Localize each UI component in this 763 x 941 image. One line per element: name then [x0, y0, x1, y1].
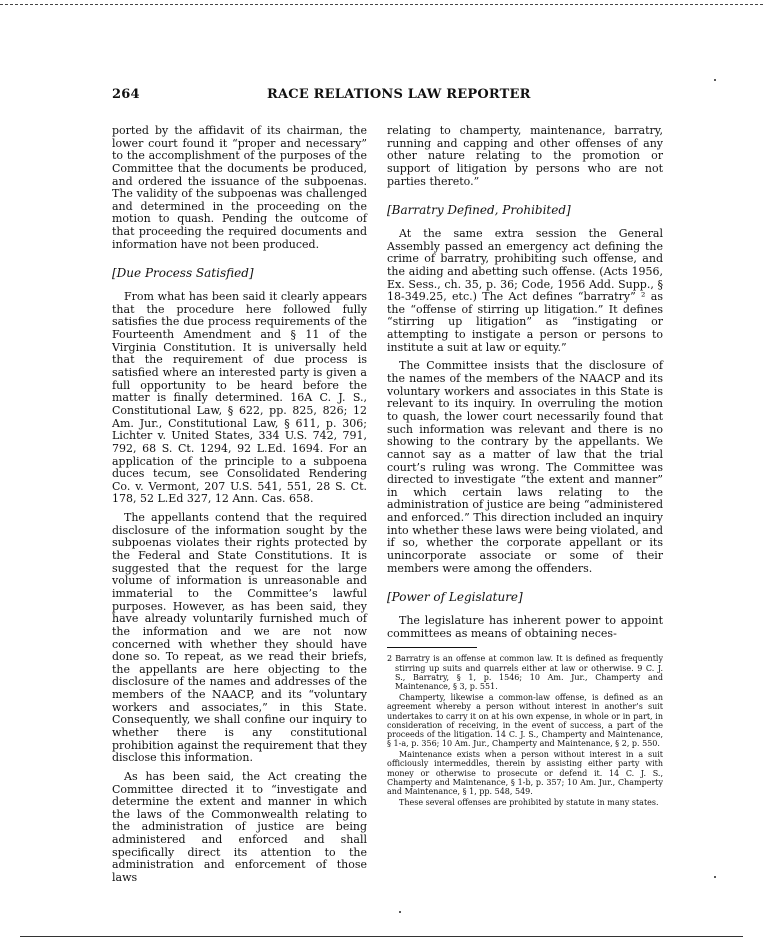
section-heading: [Power of Legislature] — [387, 590, 523, 605]
top-border-rule — [0, 4, 763, 5]
footnote: 2 Barratry is an offense at common law. It is defined as frequently stirring up suits and quarrels either at law or otherwise. 9 C. J. S., Barratry, § 1, p. 1546; 10 Am. Jur., Champerty and Maintenance, § 3, p. 551. — [387, 654, 663, 691]
footnotes — [387, 654, 663, 807]
right-column — [387, 125, 663, 809]
section-heading: [Barratry Defined, Prohibited] — [387, 203, 571, 218]
section-heading: [Due Process Satisfied] — [112, 266, 254, 281]
running-head: RACE RELATIONS LAW REPORTER — [267, 87, 531, 102]
paragraph: ported by the affidavit of its chairman, the lower court found it “proper and necessary” to the accomplishment of the purposes of the Committee that the documents be produced, and ordered the issuance of the subpoenas. The validity of the subpoenas was challenged and determined in the proceeding on the motion to quash. Pending the outcome of that proceeding the required documents and information have not been produced. — [112, 124, 367, 251]
footnote-rule — [387, 647, 477, 648]
paragraph: The appellants contend that the required disclosure of the information sought by the subpoenas violates their rights protected by the Federal and State Constitutions. It is suggested that the request for the large volume of information is unreasonable and immaterial to the Committee’s lawful purposes. However, as has been said, they have already voluntarily furnished much of the information and we are not now concerned with whether they should have done so. To repeat, as we read their briefs, the appellants are here objecting to the disclosure of the names and addresses of the members of the NAACP, and its “voluntary workers and associates,” in this State. Consequently, we shall confine our inquiry to whether there is any constitutional prohibition against the requirement that they disclose this information. — [112, 511, 367, 765]
footnote: Champerty, likewise a common-law offense, is defined as an agreement whereby a person without interest in another’s suit undertakes to carry it on at his own expense, in whole or in part, in consideration of receiving, in the event of success, a part of the proceeds of the litigation. 14 C. J. S., Champerty and Maintenance, § 1-a, p. 356; 10 Am. Jur., Champerty and Maintenance, § 2, p. 550. — [387, 693, 663, 749]
paragraph: From what has been said it clearly appears that the procedure here followed fully satisfies the due process requirements of the Fourteenth Amendment and § 11 of the Virginia Constitution. It is universally held that the requirement of due process is satisfied where an interested party is given a full opportunity to be heard before the matter is finally determined. 16A C. J. S., Constitutional Law, § 622, pp. 825, 826; 12 Am. Jur., Constitutional Law, § 611, p. 306; Lichter v. United States, 334 U.S. 742, 791, 792, 68 S. Ct. 1294, 92 L.Ed. 1694. For an application of the principle to a subpoena duces tecum, see Consolidated Rendering Co. v. Vermont, 207 U.S. 541, 551, 28 S. Ct. 178, 52 L.Ed 327, 12 Ann. Cas. 658. — [112, 290, 367, 506]
paragraph: As has been said, the Act creating the Committee directed it to “investigate and determine the extent and manner in which the laws of the Commonwealth relating to the administration of justice are being administered and enforced and shall specifically direct its attention to the administration and enforcement of those laws — [112, 769, 367, 885]
paragraph: The legislature has inherent power to appoint committees as means of obtaining neces- — [387, 614, 663, 640]
paragraph: At the same extra session the General Assembly passed an emergency act defining the crime of barratry, prohibiting such offense, and the aiding and abetting such offense. (Acts 1956, Ex. Sess., ch. 35, p. 36; Code, 1956 Add. Supp., § 18-349.25, etc.) The Act defines “barratry” ² as the “offense of stirring up litigation.” It defines “stirring up litigation” as “instigating or attempting to instigate a person or persons to institute a suit at law or equity.” — [387, 227, 663, 354]
footnote: These several offenses are prohibited by statute in many states. — [399, 798, 659, 808]
footnote: Maintenance exists when a person without interest in a suit officiously intermeddles, therein by assisting either party with money or otherwise to prosecute or defend it. 14 C. J. S., Champerty and Maintenance, § 1-b, p. 357; 10 Am. Jur., Champerty and Maintenance, § 1, pp. 548, 549. — [387, 750, 663, 796]
bottom-border-rule — [20, 936, 743, 937]
scan-speck-mark — [399, 911, 401, 913]
scan-speck-mark — [714, 79, 716, 81]
page-header — [112, 87, 712, 105]
scan-speck-mark — [714, 876, 716, 878]
paragraph: relating to champerty, maintenance, barratry, running and capping and other offenses of any other nature relating to the promotion or support of litigation by persons who are not parties thereto.” — [387, 124, 663, 188]
page-number: 264 — [112, 87, 140, 102]
left-column — [112, 125, 367, 891]
paragraph: The Committee insists that the disclosure of the names of the members of the NAACP and its voluntary workers and associates in this State is relevant to its inquiry. In overruling the motion to quash, the lower court necessarily found that such information was relevant and there is no showing to the contrary by the appellants. We cannot say as a matter of law that the trial court’s ruling was wrong. The Committee was directed to investigate “the extent and manner” in which certain laws relating to the administration of justice are being “administered and enforced.” This direction included an inquiry into whether these laws were being violated, and if so, whether the corporate appellant or its unincorporate associate or some of their members were among the offenders. — [387, 359, 663, 575]
